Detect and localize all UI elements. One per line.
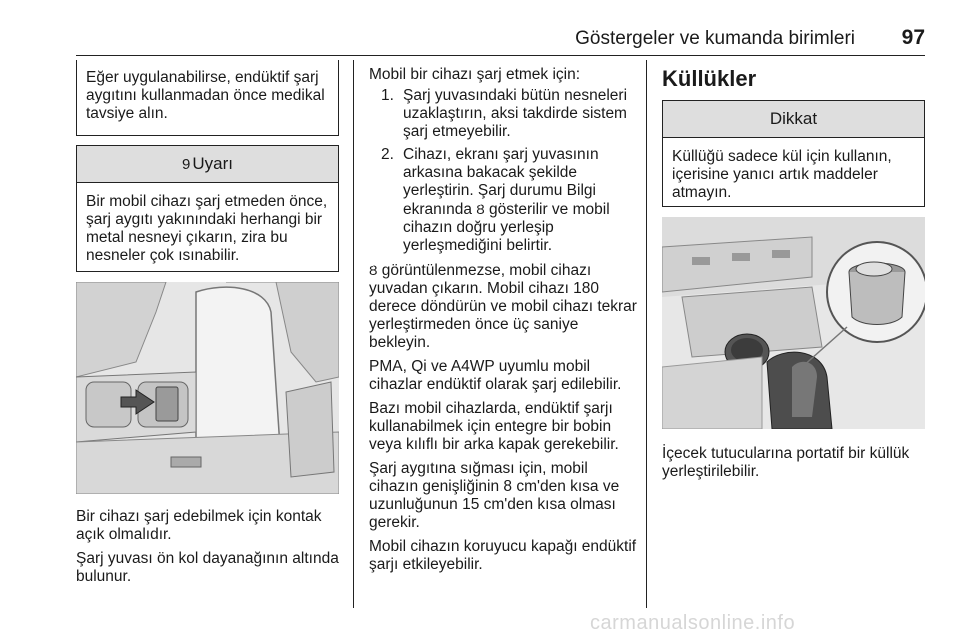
warning-header [77, 146, 338, 183]
column-divider-2 [646, 60, 647, 608]
mid-para-1: görüntülenmezse, mobil cihazı yuvadan çıkarın. Mobil cihazı 180 derece döndürün ve mobil cihazı tekrar yerleştirmeden önce üç saniye bekleyin. [369, 262, 637, 351]
step-number: 2. [381, 146, 394, 163]
step-text-cont: gösterilir ve mobil cihazın doğru yerleşip yerleşmediğini belirtir. [403, 201, 610, 254]
left-para-1: Bir cihazı şarj edebilmek için kontak açık olmalıdır. [76, 508, 322, 543]
header-title: Göstergeler ve kumanda birimleri [575, 28, 855, 49]
middle-column [369, 66, 639, 574]
header-rule [76, 55, 925, 56]
step-number: 1. [381, 87, 394, 104]
note-text: Eğer uygulanabilirse, endüktif şarj aygıtını kullanmadan önce medikal tavsiye alın. [86, 69, 325, 122]
mid-para-4: Şarj aygıtına sığması için, mobil cihazın genişliğinin 8 cm'den kısa ve uzunluğunun 15 cm'den kısa olması gerekir. [369, 460, 620, 531]
step-text: Şarj yuvasındaki bütün nesneleri uzaklaştırın, aksi takdirde sistem şarj etmeyebilir. [403, 87, 628, 140]
watermark: carmanualsonline.info [590, 612, 796, 634]
left-text [76, 508, 344, 586]
mid-para-2: PMA, Qi ve A4WP uyumlu mobil cihazlar endüktif olarak şarj edilebilir. [369, 358, 622, 393]
ashtray-caption: İçecek tutucularına portatif bir küllük yerleştirilebilir. [662, 445, 910, 480]
ashtray-photo [662, 217, 925, 429]
caution-header: Dikkat [663, 101, 924, 138]
section-heading: Küllükler [662, 66, 757, 91]
phone-charge-icon: Ȣ [369, 262, 378, 278]
step-item [369, 87, 639, 141]
warning-title: Uyarı [192, 154, 233, 173]
warning-body: Bir mobil cihazı şarj etmeden önce, şarj aygıtı yakınındaki herhangi bir metal nesneyi çıkarın, zira bu nesneler çok ısınabilir. [86, 193, 328, 264]
caution-box [662, 100, 925, 207]
phone-charge-icon: Ȣ [476, 201, 485, 217]
caution-body: Küllüğü sadece kül için kullanın, içerisine yanıcı artık maddeler atmayın. [672, 148, 892, 201]
warning-box [76, 145, 339, 272]
charging-pad-photo [76, 282, 339, 494]
mid-intro: Mobil bir cihazı şarj etmek için: [369, 66, 581, 83]
steps-list [369, 87, 639, 255]
left-para-2: Şarj yuvası ön kol dayanağının altında bulunur. [76, 550, 339, 585]
mid-para-5: Mobil cihazın koruyucu kapağı endüktif şarjı etkileyebilir. [369, 538, 637, 573]
page-header [76, 26, 925, 52]
page-number: 97 [901, 26, 925, 49]
step-text: Cihazı, ekranı şarj yuvasının arkasına bakacak şekilde yerleştirin. Şarj durumu Bilgi ekranında [403, 146, 599, 218]
warning-icon: 9 [182, 156, 191, 173]
step-item [369, 146, 639, 255]
mid-para-3: Bazı mobil cihazlarda, endüktif şarjı kullanabilmek için entegre bir bobin veya kılıflı bir arka kapak gerekebilir. [369, 400, 619, 453]
note-box [76, 60, 339, 136]
column-divider-1 [353, 60, 354, 608]
